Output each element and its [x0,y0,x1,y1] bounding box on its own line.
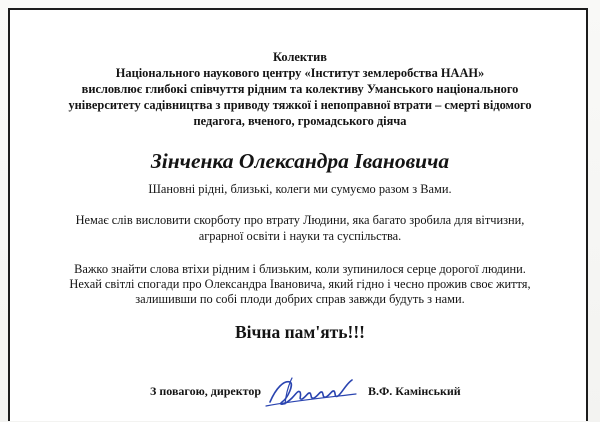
paragraph-memories-line-3: залишивши по собі плоди добрих справ завжди будуть з нами. [135,292,465,306]
header-loss-line: університету садівництва з приводу тяжкої і непоправної втрати – смерті відомого [68,98,532,112]
handwritten-signature [262,368,362,414]
signature-label: З повагою, директор [150,384,262,398]
paragraph-sympathy: Шановні рідні, близькі, колеги ми сумуємо разом з Вами. [148,182,452,196]
eternal-memory-heading: Вічна пам'ять!!! [234,322,366,342]
director-name: В.Ф. Камінський [368,384,461,398]
header-collective: Колектив [273,50,327,64]
paragraph-memories-line-1: Важко знайти слова втіхи рідним і близьким, коли зупинилося серце дорогої людини. [74,262,526,276]
paragraph-grief-line-2: аграрної освіти і науки та суспільства. [198,229,402,243]
paragraph-memories-line-2: Нехай світлі спогади про Олександра Івановича, який гідно і чесно прожив своє життя, [69,277,531,291]
deceased-name: Зінченка Олександра Івановича [150,149,450,173]
header-title-line: педагога, вченого, громадського діяча [193,114,407,128]
header-condolence-line: висловлює глибокі співчуття рідним та колективу Уманського національного [81,82,519,96]
paragraph-grief-line-1: Немає слів висловити скорботу про втрату Людини, яка багато зробила для вітчизни, [75,213,525,227]
header-organization: Національного наукового центру «Інститут землеробства НААН» [115,66,485,80]
